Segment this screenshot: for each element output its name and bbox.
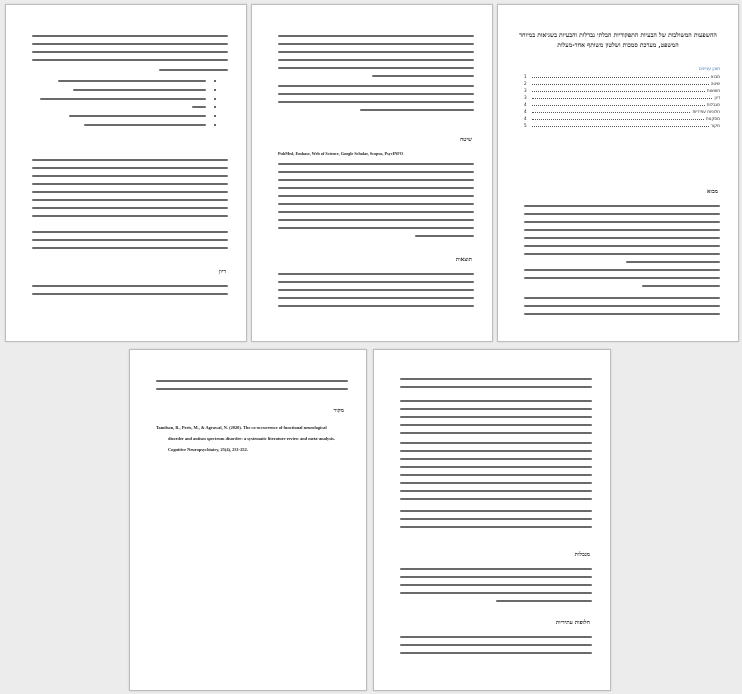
document-page-1: [497, 4, 739, 342]
toc-entry-title: מסקנות: [705, 116, 720, 121]
document-page-4: [373, 349, 611, 691]
discussion-heading: דיון: [218, 269, 226, 275]
toc-entry-title: מקור: [710, 123, 720, 128]
method-lead-line: [278, 151, 474, 156]
table-of-contents: [524, 67, 720, 128]
paragraph: [32, 69, 228, 77]
toc-entry-title: שיטה: [710, 81, 720, 86]
toc-entry-title: מגבלות: [706, 102, 720, 107]
list-item: [36, 120, 216, 129]
reference-line-3: Cognitive Neuropsychiatry, 25(4), 231-252.: [168, 447, 248, 452]
document-page-2: [251, 4, 493, 342]
paragraph: [400, 474, 592, 506]
paragraph: [400, 378, 592, 394]
paragraph: [32, 231, 228, 255]
toc-entry[interactable]: [524, 114, 720, 121]
future-heading: חלופות עתידיות: [555, 620, 590, 626]
toc-entry[interactable]: [524, 72, 720, 79]
source-heading: מקור: [333, 408, 344, 414]
paragraph: [156, 380, 348, 396]
reference-line-1: Tamilson, R., Peris, M., & Agrawal, N. (2020). The co-occurrence of functional neurological: [156, 425, 327, 430]
toc-entry-page: 5: [524, 123, 527, 128]
method-lead-text: PubMed, Embase, Web of Science, Google Scholar, Scopus, PsycINFO: [278, 151, 404, 156]
toc-entry[interactable]: [524, 79, 720, 86]
paragraph: [400, 636, 592, 660]
list-item: [36, 86, 216, 95]
toc-entry[interactable]: [524, 93, 720, 100]
toc-entry-page: 2: [524, 81, 527, 86]
toc-entry-page: 3: [524, 95, 527, 100]
toc-entry-title: תוצאות: [706, 88, 720, 93]
paragraph: [32, 35, 228, 67]
list-item: [36, 112, 216, 121]
paragraph: [32, 285, 228, 301]
toc-entry-title: דיון: [714, 95, 720, 100]
limits-heading: מגבלות: [574, 552, 590, 558]
toc-leader-dots: [532, 105, 705, 106]
document-page-3: [5, 4, 247, 342]
toc-entry[interactable]: [524, 121, 720, 128]
document-title: [508, 31, 728, 51]
paragraph: [32, 191, 228, 223]
paragraph: [524, 297, 720, 321]
toc-entry-page: 1: [524, 74, 527, 79]
document-page-5: [129, 349, 367, 691]
toc-leader-dots: [532, 119, 704, 120]
paragraph: [278, 85, 474, 117]
toc-entry-page: 4: [524, 116, 527, 121]
paragraph: [278, 35, 474, 83]
toc-leader-dots: [532, 84, 709, 85]
paragraph: [524, 205, 720, 269]
toc-entry-page: 4: [524, 109, 527, 114]
paragraph: [400, 400, 592, 440]
paragraph: [400, 568, 592, 608]
toc-entry[interactable]: [524, 100, 720, 107]
paragraph: [278, 273, 474, 313]
toc-entry-page: 4: [524, 102, 527, 107]
results-heading: תוצאות: [455, 257, 472, 263]
paragraph: [524, 269, 720, 293]
toc-label: תוכן עניינים: [698, 67, 720, 72]
toc-leader-dots: [532, 91, 705, 92]
toc-leader-dots: [532, 98, 712, 99]
list-item: [36, 94, 216, 103]
toc-entry-title: מבוא: [710, 74, 720, 79]
toc-entry-title: חלופות עתידיות: [692, 109, 720, 114]
method-heading: שיטה: [459, 137, 472, 143]
bullet-list: [36, 77, 216, 129]
reference-entry: [156, 422, 350, 455]
toc-entry[interactable]: [524, 86, 720, 93]
toc-entry-page: 3: [524, 88, 527, 93]
list-item: [36, 103, 216, 112]
paragraph: [32, 159, 228, 191]
toc-entry[interactable]: [524, 107, 720, 114]
title-line-1: ההשפעות המשולבות של הבעיות התפקודיות הבלתי נבדלות והבעיות בשגיאות במיוחד: [519, 32, 717, 39]
intro-heading: מבוא: [706, 189, 718, 195]
list-item: [36, 77, 216, 86]
toc-leader-dots: [532, 126, 709, 127]
title-line-2: המשפט, מערכת סמכות ושלטון משותף אחד-מעלות: [557, 42, 679, 49]
paragraph: [400, 442, 592, 474]
toc-leader-dots: [532, 112, 690, 113]
reference-line-2: disorder and autism spectrum disorder: a systematic literature review and meta-analysis.: [168, 436, 335, 441]
toc-leader-dots: [532, 77, 709, 78]
paragraph: [278, 163, 474, 243]
paragraph: [400, 510, 592, 534]
